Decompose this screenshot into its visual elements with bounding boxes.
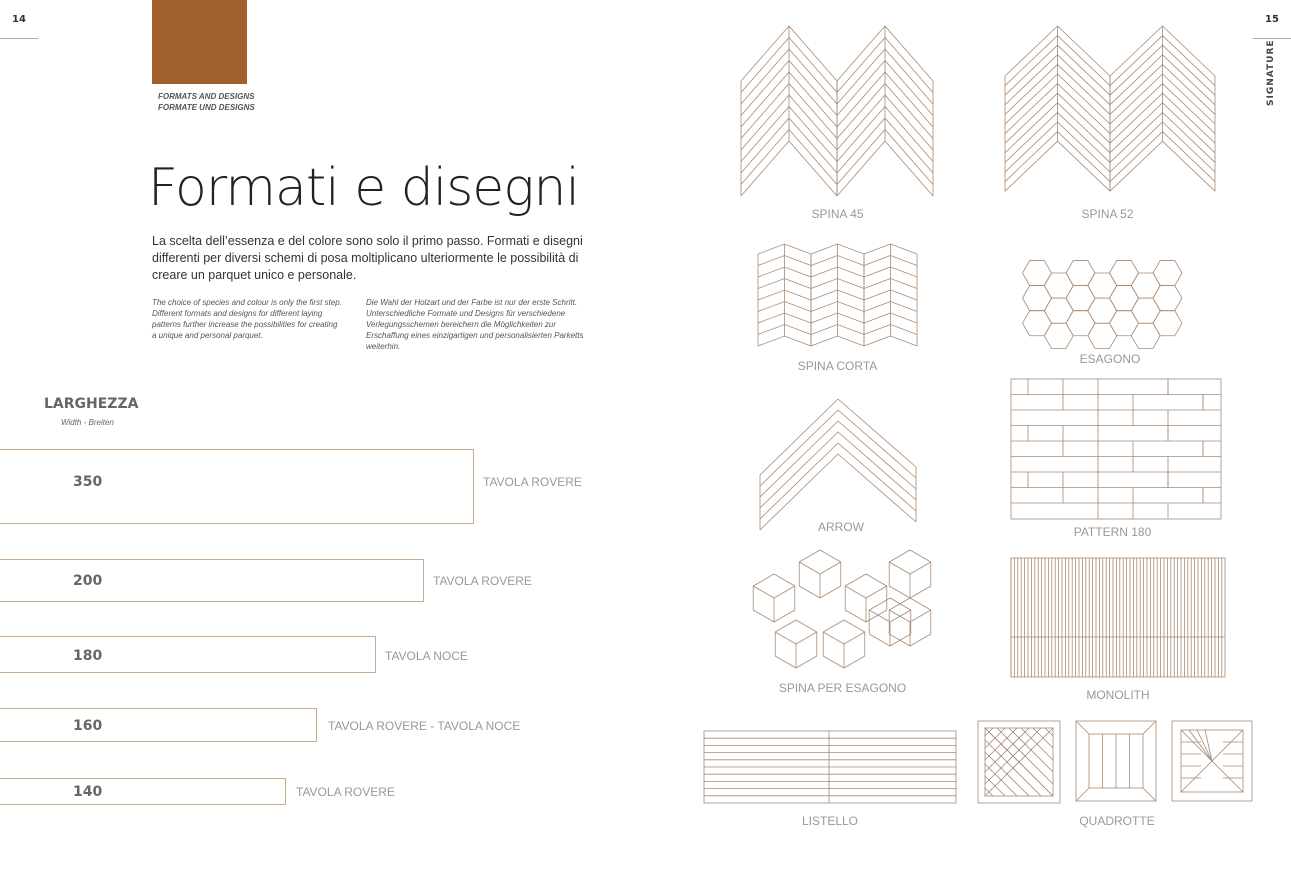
width-heading: LARGHEZZA — [44, 396, 139, 412]
pattern-label-spina45: SPINA 45 — [811, 207, 864, 221]
pattern-label-spina52: SPINA 52 — [1081, 207, 1134, 221]
pattern-label-quadrotte: QUADROTTE — [1079, 814, 1155, 828]
spina-corta-drawing — [757, 242, 917, 352]
spina45-drawing — [740, 24, 935, 199]
width-bar-160 — [0, 708, 317, 742]
page-title: Formati e disegni — [148, 158, 579, 218]
width-label: TAVOLA NOCE — [385, 649, 468, 663]
width-value: 180 — [73, 648, 103, 664]
spina-esagono-drawing — [750, 548, 935, 674]
pattern180-drawing — [1010, 378, 1222, 520]
text-german: Die Wahl der Holzart und der Farbe ist nur der erste Schritt. Unterschiedliche Formate und Designs für verschiedene Verlegungsschemen bereichern die Möglichkeiten zur Erschaffung eines einzigartigen und personalisierten Parketts weiterhin. — [366, 298, 584, 351]
spina52-drawing — [1004, 24, 1218, 196]
width-value: 140 — [73, 784, 103, 800]
pattern-label-esagono: ESAGONO — [1079, 352, 1141, 366]
text-english: The choice of species and colour is only the first step. Different formats and designs for different laying patterns further increase the possibilities for creating a unique and personal parquet. — [152, 298, 342, 340]
page-number-right: 15 — [1265, 14, 1279, 25]
color-swatch — [152, 0, 247, 84]
page-number-left: 14 — [12, 14, 26, 25]
listello-drawing — [703, 730, 957, 804]
section-label-en: FORMATS AND DESIGNS — [158, 92, 255, 101]
width-label: TAVOLA ROVERE - TAVOLA NOCE — [328, 719, 521, 733]
arrow-drawing — [758, 387, 918, 525]
lead-paragraph: La scelta dell’essenza e del colore sono solo il primo passo. Formati e disegni differenti per diversi schemi di posa moltiplicano ulteriormente le possibilità di creare un parquet unico e personale. — [152, 234, 583, 282]
width-value: 160 — [73, 718, 103, 734]
side-label: SIGNATURE — [1266, 39, 1276, 106]
quadrotte-drawing-1 — [977, 720, 1061, 804]
width-bar-200 — [0, 559, 424, 602]
width-value: 350 — [73, 474, 103, 490]
width-label: TAVOLA ROVERE — [296, 785, 395, 799]
quadrotte-drawing-3 — [1171, 720, 1255, 804]
pattern-label-spina-corta: SPINA CORTA — [797, 359, 878, 373]
pattern-label-listello: LISTELLO — [801, 814, 859, 828]
width-label: TAVOLA ROVERE — [433, 574, 532, 588]
section-label — [158, 91, 255, 113]
esagono-drawing — [1022, 258, 1198, 344]
pattern-label-monolith: MONOLITH — [1086, 688, 1150, 702]
width-bar-350 — [0, 449, 474, 524]
width-bar-140 — [0, 778, 286, 805]
width-label: TAVOLA ROVERE — [483, 475, 582, 489]
width-value: 200 — [73, 573, 103, 589]
width-bar-180 — [0, 636, 376, 673]
width-subheading: Width - Breiten — [61, 418, 114, 427]
pattern-label-pattern180: PATTERN 180 — [1073, 525, 1152, 539]
header-rule-left — [0, 38, 38, 39]
section-label-de: FORMATE UND DESIGNS — [158, 103, 255, 112]
monolith-drawing — [1010, 557, 1226, 678]
pattern-label-arrow: ARROW — [818, 520, 864, 534]
quadrotte-drawing-2 — [1075, 720, 1159, 804]
pattern-label-spina-esagono: SPINA PER ESAGONO — [778, 681, 907, 695]
